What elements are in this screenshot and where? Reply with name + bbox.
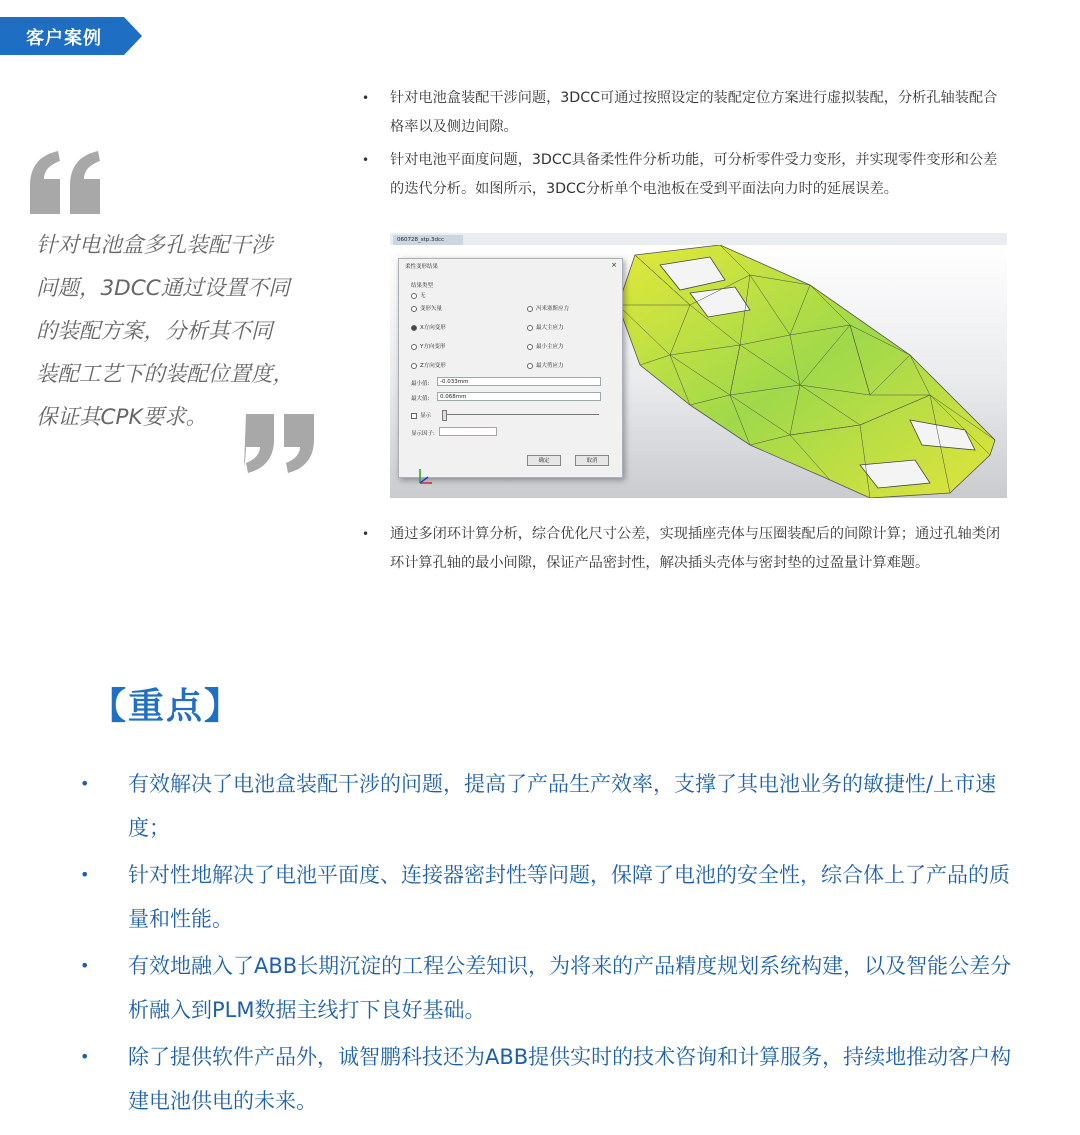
min-value-field[interactable]: -0.033mm	[437, 377, 601, 386]
radio-option[interactable]: 冯米塞斯应力	[527, 304, 569, 312]
pull-quote-line: 问题，3DCC通过设置不同	[36, 276, 290, 301]
list-item: • 有效地融入了ABB长期沉淀的工程公差知识，为将来的产品精度规划系统构建，以及智能公差分析融入到PLM数据主线打下良好基础。	[80, 944, 1020, 1032]
close-icon[interactable]: ×	[611, 261, 617, 269]
scale-slider-thumb[interactable]	[442, 410, 447, 421]
list-item: • 有效解决了电池盒装配干涉的问题，提高了产品生产效率，支撑了其电池业务的敏捷性/上市速度；	[80, 762, 1020, 850]
radio-option[interactable]: 最大剪应力	[527, 361, 564, 369]
pull-quote-line: 装配工艺下的装配位置度，	[36, 362, 295, 387]
radio-option[interactable]: Y方向变形	[411, 342, 445, 350]
radio-option[interactable]: 最小主应力	[527, 342, 564, 350]
ok-button[interactable]: 确定	[527, 455, 561, 466]
scale-label: 显示因子:	[411, 431, 435, 437]
show-checkbox[interactable]: 显示	[411, 411, 431, 419]
list-item: • 针对性地解决了电池平面度、连接器密封性等问题，保障了电池的安全性，综合体上了产品的质量和性能。	[80, 853, 1020, 941]
3d-viewport	[390, 245, 1007, 498]
key-points-title: 【重点】	[90, 686, 243, 727]
document-tab: 060728_stp.3dcc	[393, 235, 463, 245]
list-item: • 通过多闭环计算分析，综合优化尺寸公差，实现插座壳体与压圈装配后的间隙计算；通过孔轴类闭环计算孔轴的最小间隙，保证产品密封性，解决插头壳体与密封垫的过盈量计算难题。	[362, 520, 1007, 578]
scale-factor-field[interactable]	[439, 427, 497, 436]
radio-option[interactable]: 最大主应力	[527, 323, 564, 331]
max-value-field[interactable]: 0.068mm	[437, 392, 601, 401]
radio-option[interactable]: 无	[411, 291, 426, 299]
pull-quote-line: 的装配方案，分析其不同	[36, 319, 273, 344]
radio-option[interactable]: Z方向变形	[411, 361, 446, 369]
analysis-bullet-list-2	[362, 520, 1007, 578]
pull-quote-line: 针对电池盒多孔装配干涉	[36, 233, 273, 258]
analysis-bullet-list	[362, 84, 1007, 204]
dialog-title: 柔性变形结果	[405, 264, 439, 270]
open-quote-icon	[28, 150, 102, 216]
key-points-list	[80, 762, 1020, 1126]
min-label: 最小值:	[411, 381, 430, 387]
list-item: • 除了提供软件产品外，诚智鹏科技还为ABB提供实时的技术咨询和计算服务，持续地推动客户构建电池供电的未来。	[80, 1035, 1020, 1123]
section-tag-label: 客户案例	[26, 28, 102, 49]
radio-option[interactable]: X方向变形	[411, 323, 446, 331]
list-item: • 针对电池平面度问题，3DCC具备柔性件分析功能，可分析零件受力变形，并实现零件变形和公差的迭代分析。如图所示，3DCC分析单个电池板在受到平面法向力时的延展误差。	[362, 146, 1007, 204]
radio-option[interactable]: 变形矢量	[411, 304, 442, 312]
max-label: 最大值:	[411, 396, 430, 402]
pull-quote	[36, 224, 326, 439]
group-label: 结果类型	[411, 283, 434, 289]
close-quote-icon	[244, 412, 316, 474]
axis-triad-icon	[416, 467, 436, 487]
cancel-button[interactable]: 取消	[575, 455, 609, 466]
scale-slider-track	[444, 414, 599, 415]
pull-quote-line: 保证其CPK要求。	[36, 405, 208, 430]
analysis-screenshot	[390, 233, 1007, 498]
list-item: • 针对电池盒装配干涉问题，3DCC可通过按照设定的装配定位方案进行虚拟装配，分析孔轴装配合格率以及侧边间隙。	[362, 84, 1007, 142]
section-tag	[0, 17, 142, 55]
deformation-result-dialog	[398, 258, 623, 478]
